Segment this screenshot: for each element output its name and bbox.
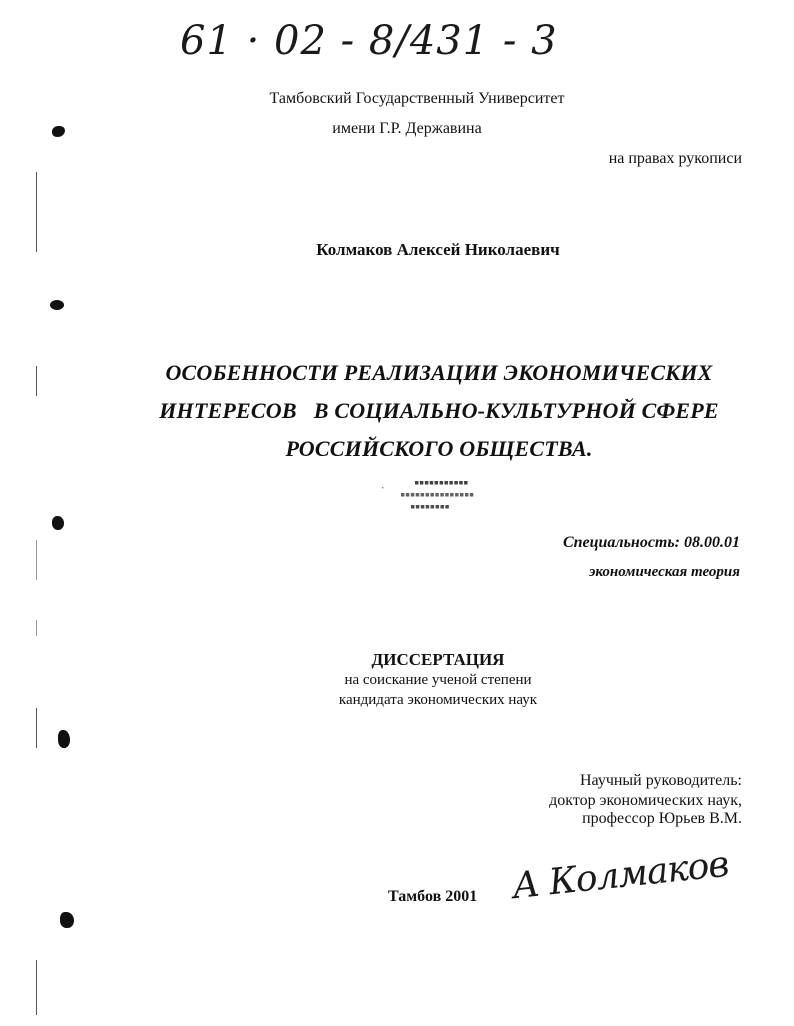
binding-hole-4 [58,730,70,748]
margin-line-1 [36,172,37,252]
author-name: Колмаков Алексей Николаевич [316,240,560,259]
specialty-name: экономическая теория [589,564,740,580]
supervisor-label: Научный руководитель: [579,772,742,789]
margin-line-6 [36,960,37,1015]
dissertation-title-line-3: РОССИЙСКОГО ОБЩЕСТВА. [285,436,593,461]
degree-line-1: на соискание ученой степени [344,672,532,688]
city-year: Тамбов 2001 [388,888,478,905]
supervisor-name: профессор Юрьев В.М. [582,810,742,827]
dissertation-title-line-2: ИНТЕРЕСОВ В СОЦИАЛЬНО-КУЛЬТУРНОЙ СФЕРЕ [159,398,719,423]
supervisor-degree: доктор экономических наук, [549,792,742,809]
margin-line-4 [36,620,37,636]
binding-hole-2 [50,300,64,310]
archive-code: 61 · 02 - 8/431 - 3 [180,18,558,64]
university-name: Тамбовский Государственный Университет [269,90,565,107]
margin-line-5 [36,708,37,748]
dissertation-heading: ДИССЕРТАЦИЯ [371,650,505,669]
manuscript-note: на правах рукописи [608,150,742,167]
binding-hole-3 [52,516,64,530]
degree-line-2: кандидата экономических наук [338,692,538,708]
library-stamp: ▪▪▪▪▪▪▪▪▪▪▪ ▪▪▪▪▪▪▪▪▪▪▪▪▪▪▪ ▪▪▪▪▪▪▪▪ · [380,478,474,512]
margin-line-2 [36,366,37,396]
dissertation-title-line-1: ОСОБЕННОСТИ РЕАЛИЗАЦИИ ЭКОНОМИЧЕСКИХ [165,360,713,385]
binding-hole-5 [60,912,74,928]
author-signature: А Колмаков [510,843,731,908]
specialty-code: Специальность: 08.00.01 [562,534,740,551]
university-named-after: имени Г.Р. Державина [332,120,482,137]
margin-line-3 [36,540,37,580]
